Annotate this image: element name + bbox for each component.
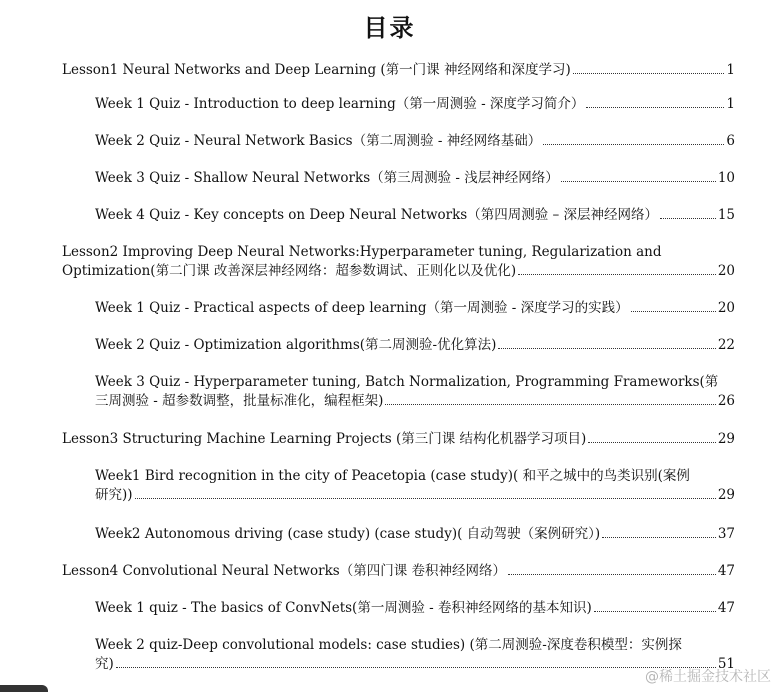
dot-leader (631, 311, 716, 312)
dot-leader (660, 218, 716, 219)
dot-leader (498, 348, 715, 349)
toc-entry-text: Lesson4 Convolutional Neural Networks（第四门课 卷积神经网络） (62, 563, 507, 579)
toc-entry-text: Lesson3 Structuring Machine Learning Projects (第三门课 结构化机器学习项目) (62, 431, 587, 447)
toc-page-number: 20 (717, 300, 735, 316)
toc-page-number: 20 (717, 263, 735, 279)
toc-page-number: 47 (717, 600, 735, 616)
toc-entry-week[interactable] (95, 299, 735, 318)
dot-leader (518, 274, 716, 275)
toc-entry-text: Week 2 Quiz - Neural Network Basics（第二周测验 - 神经网络基础） (95, 133, 542, 149)
toc-page-number: 37 (717, 526, 735, 542)
toc-entry-week[interactable] (95, 599, 735, 618)
dot-leader (573, 73, 725, 74)
page-title: 目录 (363, 13, 416, 42)
dot-leader (586, 107, 724, 108)
toc-entry-text: Week 1 quiz - The basics of ConvNets(第一周测验 - 卷积神经网络的基本知识) (95, 600, 592, 616)
toc-entry-text: Week 3 Quiz - Hyperparameter tuning, Batch Normalization, Programming Frameworks(第 (95, 374, 719, 390)
toc-entry-text: Week2 Autonomous driving (case study) (case study)( 自动驾驶（案例研究）) (95, 526, 601, 542)
toc-entry-text-cont: 三周测验 - 超参数调整，批量标准化，编程框架) (95, 393, 384, 409)
dot-leader (602, 537, 716, 538)
toc-entry-text: Week 1 Quiz - Practical aspects of deep learning（第一周测验 - 深度学习的实践） (95, 300, 629, 316)
toc-page-number: 51 (717, 656, 735, 672)
toc-page-number: 29 (717, 487, 735, 503)
toc-entry-week[interactable] (95, 169, 735, 188)
dot-leader (385, 404, 715, 405)
dot-leader (561, 181, 716, 182)
toc-entry-week[interactable] (95, 467, 735, 505)
dot-leader (543, 144, 724, 145)
toc-entry-text-cont: Optimization(第二门课 改善深层神经网络：超参数调试、正则化以及优化) (62, 263, 517, 279)
toc-entry-lesson[interactable] (62, 562, 735, 581)
dot-leader (508, 574, 716, 575)
toc-entry-week[interactable] (95, 336, 735, 355)
toc-entry-text: Week 4 Quiz - Key concepts on Deep Neural Networks（第四周测验 – 深层神经网络） (95, 207, 659, 223)
toc-entry-lesson[interactable] (62, 243, 735, 281)
toc-page-number: 22 (717, 337, 735, 353)
toc-entry-lesson[interactable] (62, 61, 735, 80)
toc-entry-text: Week 2 Quiz - Optimization algorithms(第二周测验-优化算法) (95, 337, 497, 353)
toc-page-number: 1 (726, 96, 735, 112)
dot-leader (135, 498, 716, 499)
watermark: @稀土掘金技术社区 (645, 669, 771, 685)
toc-page-number: 26 (717, 393, 735, 409)
toc-page-number: 47 (717, 563, 735, 579)
toc-entry-text: Week 3 Quiz - Shallow Neural Networks（第三周测验 - 浅层神经网络） (95, 170, 559, 186)
toc-page-number: 10 (717, 170, 735, 186)
toc-entry-text-cont: 究) (95, 656, 114, 672)
toc-entry-week[interactable] (95, 525, 735, 544)
toc-entry-text: Week1 Bird recognition in the city of Peacetopia (case study)( 和平之城中的鸟类识别(案例 (95, 468, 690, 484)
toc-page-number: 29 (717, 431, 735, 447)
toc-entry-text-cont: 研究)) (95, 487, 133, 503)
corner-widget (0, 685, 48, 692)
toc-entry-week[interactable] (95, 206, 735, 225)
dot-leader (116, 667, 716, 668)
toc-page-number: 1 (726, 62, 735, 78)
toc-entry-week[interactable] (95, 373, 735, 411)
toc-entry-text: Lesson1 Neural Networks and Deep Learning (第一门课 神经网络和深度学习) (62, 62, 571, 78)
dot-leader (594, 611, 716, 612)
toc-entry-week[interactable] (95, 95, 735, 114)
toc-entry-text: Week 2 quiz-Deep convolutional models: case studies) (第二周测验-深度卷积模型：实例探 (95, 637, 682, 653)
toc-entry-text: Lesson2 Improving Deep Neural Networks:Hyperparameter tuning, Regularization and (62, 244, 662, 260)
toc-page-number: 15 (717, 207, 735, 223)
toc-entry-week[interactable] (95, 132, 735, 151)
toc-entry-lesson[interactable] (62, 430, 735, 449)
toc-page-number: 6 (726, 133, 735, 149)
toc-entry-week[interactable] (95, 636, 735, 674)
toc-entry-text: Week 1 Quiz - Introduction to deep learning（第一周测验 - 深度学习简介） (95, 96, 585, 112)
dot-leader (588, 442, 716, 443)
